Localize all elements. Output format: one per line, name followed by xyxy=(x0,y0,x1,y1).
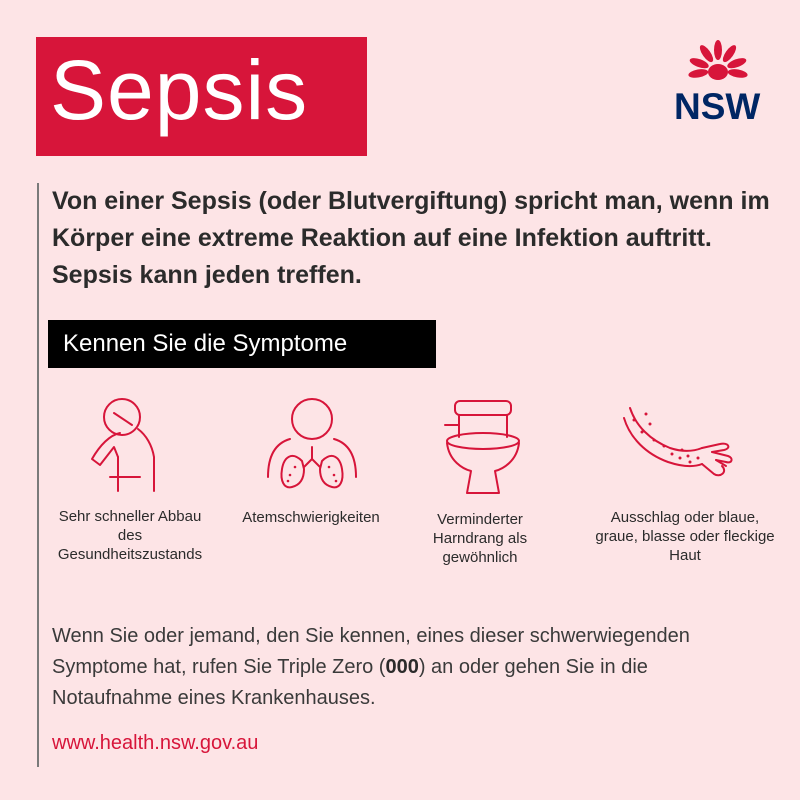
lungs-icon xyxy=(262,395,362,495)
vertical-divider xyxy=(37,183,39,767)
website-link[interactable]: www.health.nsw.gov.au xyxy=(52,732,259,754)
emergency-paragraph xyxy=(52,621,772,714)
symptom-label: Ausschlag oder blaue, graue, blasse oder fleckige Haut xyxy=(595,509,775,564)
toilet-icon xyxy=(437,397,527,497)
symptom-label: Sehr schneller Abbau des Gesundheitszustands xyxy=(57,508,203,563)
intro-paragraph: Von einer Sepsis (oder Blutvergiftung) spricht man, wenn im Körper eine extreme Reaktion auf eine Infektion auftritt. Sepsis kann jeden treffen. xyxy=(52,187,770,289)
rash-arm-icon xyxy=(620,402,735,482)
page-title: Sepsis xyxy=(50,43,309,137)
emergency-number: 000 xyxy=(385,656,419,678)
symptom-label: Atemschwierigkeiten xyxy=(242,509,380,526)
person-holding-head-icon xyxy=(80,395,180,495)
symptom-label: Verminderter Harndrang als gewöhnlich xyxy=(432,511,528,566)
emergency-text: Wenn Sie oder jemand, den Sie kennen, eines dieser schwerwiegenden Symptome hat, rufen Sie Triple Zero ( xyxy=(52,625,690,678)
nsw-logo-text: NSW xyxy=(674,86,761,127)
symptoms-heading: Kennen Sie die Symptome xyxy=(63,330,348,357)
emergency-text-end: ) an oder gehen Sie in die Notaufnahme eines Krankenhauses. xyxy=(52,656,648,709)
